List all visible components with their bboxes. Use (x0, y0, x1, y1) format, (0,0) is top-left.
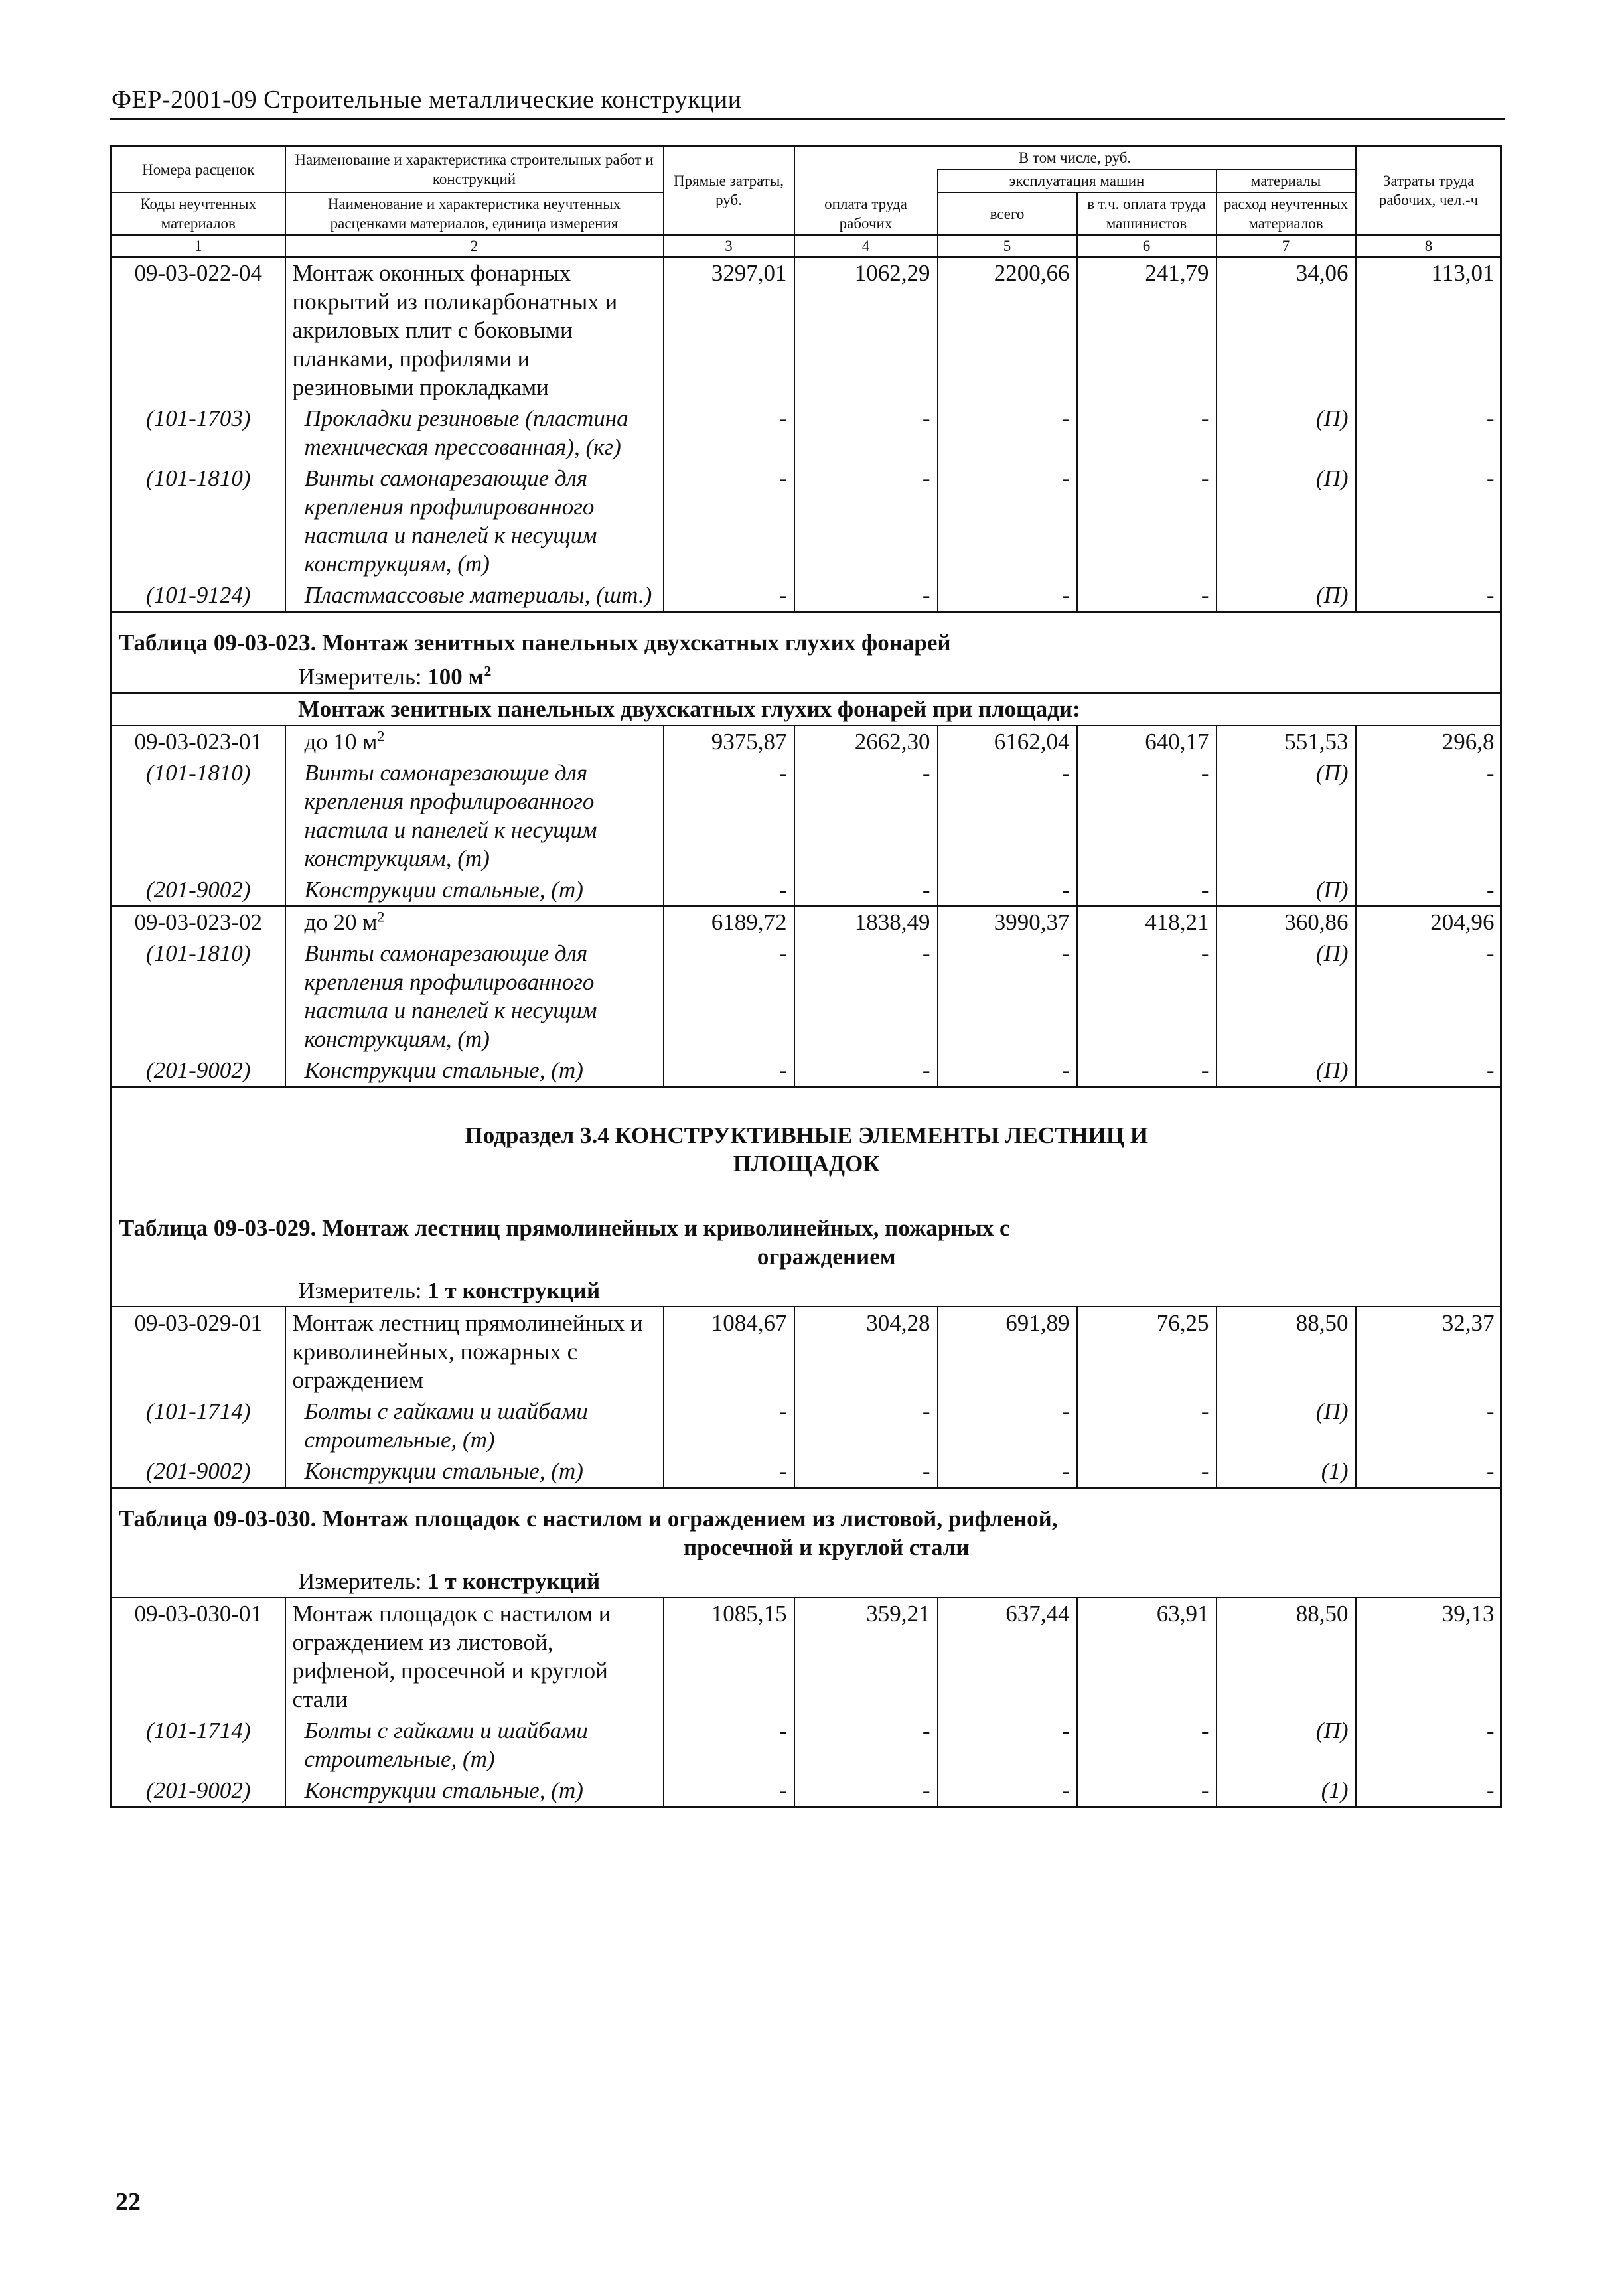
rate-row (111, 906, 1501, 938)
machines-total-value: - (938, 403, 1077, 463)
direct-costs-value: - (664, 463, 794, 579)
machinist-pay-value: - (1077, 874, 1217, 906)
direct-costs-value: 3297,01 (664, 257, 794, 403)
materials-value: (1) (1217, 1455, 1356, 1488)
machines-total-value: - (938, 579, 1077, 612)
column-numbers-row (111, 236, 1501, 258)
material-name: Конструкции стальные, (т) (285, 1775, 664, 1807)
rate-name: Монтаж площадок с настилом и ограждением из листовой, рифленой, просечной и круглой стали (285, 1597, 664, 1715)
table-023-title: Таблица 09-03-023. Монтаж зенитных панельных двухскатных глухих фонарей (111, 612, 1501, 662)
machines-total-value: - (938, 1455, 1077, 1488)
machinist-pay-value: 418,21 (1077, 906, 1217, 938)
section-heading-row (111, 1087, 1501, 1199)
direct-costs-value: 1084,67 (664, 1307, 794, 1396)
materials-value: 88,50 (1217, 1597, 1356, 1715)
material-row (111, 1715, 1501, 1775)
labor-pay-value: 1838,49 (794, 906, 938, 938)
labor-cost-value: - (1356, 874, 1501, 906)
labor-pay-value: 304,28 (794, 1307, 938, 1396)
header-including: В том числе, руб. (794, 146, 1356, 170)
labor-cost-value: - (1356, 1455, 1501, 1488)
material-row (111, 938, 1501, 1055)
material-name: Конструкции стальные, (т) (285, 1455, 664, 1488)
col-number: 8 (1356, 236, 1501, 258)
rate-name: до 20 $м^2$ (285, 906, 664, 938)
materials-value: 88,50 (1217, 1307, 1356, 1396)
col-number: 4 (794, 236, 938, 258)
direct-costs-value: - (664, 874, 794, 906)
measure-unit (111, 1275, 1501, 1307)
material-code: (201-9002) (146, 1057, 251, 1083)
material-code: (201-9002) (146, 877, 251, 903)
material-name: Болты с гайками и шайбами строительные, (т) (285, 1396, 664, 1455)
header-labor-pay: оплата труда рабочих (794, 192, 938, 236)
materials-value: (П) (1217, 1055, 1356, 1087)
material-code: (101-1810) (146, 760, 251, 786)
header-machinist-pay: в т.ч. оплата труда машинистов (1077, 192, 1217, 236)
measure-value: 1 т конструкций (427, 1278, 601, 1303)
labor-pay-value: 359,21 (794, 1597, 938, 1715)
header-name-materials: Наименование и характеристика неучтенных расценками материалов, единица измерения (285, 192, 664, 236)
table-heading-row (111, 1488, 1501, 1566)
measure-label: Измеритель: (298, 664, 422, 690)
labor-cost-value: - (1356, 757, 1501, 874)
material-code: (101-1810) (146, 465, 251, 491)
measure-unit (111, 661, 1501, 693)
machinist-pay-value: - (1077, 757, 1217, 874)
measure-row (111, 1275, 1501, 1307)
materials-value: 360,86 (1217, 906, 1356, 938)
measure-label: Измеритель: (298, 1278, 422, 1303)
machines-total-value: - (938, 938, 1077, 1055)
materials-value: (1) (1217, 1775, 1356, 1807)
labor-cost-value: - (1356, 1396, 1501, 1455)
machines-total-value: - (938, 463, 1077, 579)
section-heading-line1: Подраздел 3.4 КОНСТРУКТИВНЫЕ ЭЛЕМЕНТЫ ЛЕСТНИЦ И (465, 1122, 1148, 1148)
document-title: ФЕР-2001-09 Строительные металлические конструкции (111, 86, 742, 113)
labor-pay-value: - (794, 757, 938, 874)
direct-costs-value: - (664, 1455, 794, 1488)
machines-total-value: 691,89 (938, 1307, 1077, 1396)
material-name: Конструкции стальные, (т) (285, 874, 664, 906)
direct-costs-value: - (664, 1396, 794, 1455)
material-name: Винты самонарезающие для крепления профилированного настила и панелей к несущим конструкциям, (т) (285, 757, 664, 874)
labor-cost-value: - (1356, 938, 1501, 1055)
machines-total-value: 2200,66 (938, 257, 1077, 403)
machinist-pay-value: - (1077, 403, 1217, 463)
rate-name: Монтаж оконных фонарных покрытий из поликарбонатных и акриловых плит с боковыми планками, профилями и резиновыми прокладками (285, 257, 664, 403)
materials-value: (П) (1217, 1396, 1356, 1455)
rate-code: 09-03-022-04 (134, 260, 262, 286)
header-name-works: Наименование и характеристика строительных работ и конструкций (285, 146, 664, 193)
labor-cost-value: 296,8 (1356, 725, 1501, 757)
material-row (111, 1455, 1501, 1488)
labor-cost-value: 113,01 (1356, 257, 1501, 403)
labor-pay-value: - (794, 938, 938, 1055)
material-code: (101-1703) (146, 406, 251, 431)
direct-costs-value: - (664, 938, 794, 1055)
measure-label: Измеритель: (298, 1568, 422, 1594)
measure-row (111, 661, 1501, 693)
materials-value: (П) (1217, 938, 1356, 1055)
subheading-row (111, 693, 1501, 725)
table-023-subheading: Монтаж зенитных панельных двухскатных глухих фонарей при площади: (111, 693, 1501, 725)
direct-costs-value: 1085,15 (664, 1597, 794, 1715)
materials-value: (П) (1217, 757, 1356, 874)
materials-value: (П) (1217, 463, 1356, 579)
rate-row (111, 257, 1501, 403)
machines-total-value: - (938, 1396, 1077, 1455)
header-codes: Коды неучтенных материалов (111, 192, 285, 236)
material-row (111, 1396, 1501, 1455)
labor-cost-value: - (1356, 403, 1501, 463)
material-name: Конструкции стальные, (т) (285, 1055, 664, 1087)
materials-value: (П) (1217, 403, 1356, 463)
rate-code: 09-03-029-01 (111, 1307, 285, 1396)
material-code: (101-9124) (146, 582, 251, 608)
direct-costs-value: - (664, 403, 794, 463)
material-row (111, 757, 1501, 874)
machines-total-value: 6162,04 (938, 725, 1077, 757)
machines-total-value: 637,44 (938, 1597, 1077, 1715)
material-row (111, 1775, 1501, 1807)
materials-value: (П) (1217, 579, 1356, 612)
labor-pay-value: 1062,29 (794, 257, 938, 403)
col-number: 1 (111, 236, 285, 258)
col-number: 5 (938, 236, 1077, 258)
header-labor-cost: Затраты труда рабочих, чел.-ч (1356, 146, 1501, 236)
material-name: Винты самонарезающие для крепления профилированного настила и панелей к несущим конструкциям, (т) (285, 463, 664, 579)
machinist-pay-value: 640,17 (1077, 725, 1217, 757)
labor-pay-value: - (794, 1396, 938, 1455)
rate-name: до 10 $м^2$ (285, 725, 664, 757)
machinist-pay-value: 76,25 (1077, 1307, 1217, 1396)
header-exploitation: эксплуатация машин (938, 169, 1217, 192)
labor-pay-value: - (794, 579, 938, 612)
header-num-rates: Номера расценок (142, 161, 255, 178)
direct-costs-value: 9375,87 (664, 725, 794, 757)
measure-unit (111, 1566, 1501, 1597)
labor-cost-value: - (1356, 463, 1501, 579)
labor-pay-value: - (794, 403, 938, 463)
materials-value: 34,06 (1217, 257, 1356, 403)
page-number: 22 (115, 2188, 141, 2216)
material-code: (201-9002) (146, 1458, 251, 1484)
materials-value: 551,53 (1217, 725, 1356, 757)
title-underline (110, 118, 1505, 120)
table-heading-row (111, 1198, 1501, 1275)
measure-value: 1 т конструкций (427, 1568, 601, 1594)
labor-cost-value: - (1356, 1055, 1501, 1087)
materials-value: (П) (1217, 874, 1356, 906)
section-heading (111, 1087, 1501, 1199)
labor-pay-value: 2662,30 (794, 725, 938, 757)
labor-cost-value: 39,13 (1356, 1597, 1501, 1715)
machinist-pay-value: - (1077, 579, 1217, 612)
rate-row (111, 1307, 1501, 1396)
material-name: Прокладки резиновые (пластина техническая прессованная), (кг) (285, 403, 664, 463)
material-name: Винты самонарезающие для крепления профилированного настила и панелей к несущим конструкциям, (т) (285, 938, 664, 1055)
labor-pay-value: - (794, 1775, 938, 1807)
measure-row (111, 1566, 1501, 1597)
header-direct-costs: Прямые затраты, руб. (664, 146, 794, 236)
labor-pay-value: - (794, 463, 938, 579)
col-number: 6 (1077, 236, 1217, 258)
measure-superscript: 2 (484, 662, 492, 680)
material-code: (101-1714) (146, 1398, 251, 1424)
material-row (111, 1055, 1501, 1087)
header-row-1 (111, 146, 1501, 170)
rate-row (111, 725, 1501, 757)
col-number: 2 (285, 236, 664, 258)
machinist-pay-value: 63,91 (1077, 1597, 1217, 1715)
machines-total-value: - (938, 1715, 1077, 1775)
rate-name: Монтаж лестниц прямолинейных и криволинейных, пожарных с ограждением (285, 1307, 664, 1396)
rates-table (110, 145, 1502, 1808)
header-total: всего (938, 192, 1077, 236)
material-row (111, 874, 1501, 906)
labor-pay-value: - (794, 1455, 938, 1488)
machinist-pay-value: - (1077, 1775, 1217, 1807)
machines-total-value: - (938, 757, 1077, 874)
table-029-title: Таблица 09-03-029. Монтаж лестниц прямолинейных и криволинейных, пожарных с ограждением (119, 1215, 1010, 1270)
col-number: 7 (1217, 236, 1356, 258)
material-code: (101-1714) (146, 1718, 251, 1743)
direct-costs-value: - (664, 1055, 794, 1087)
table-heading-row (111, 612, 1501, 662)
direct-costs-value: - (664, 757, 794, 874)
material-code: (201-9002) (146, 1777, 251, 1803)
machines-total-value: 3990,37 (938, 906, 1077, 938)
col-number: 3 (664, 236, 794, 258)
labor-cost-value: 32,37 (1356, 1307, 1501, 1396)
labor-pay-value: - (794, 1715, 938, 1775)
machinist-pay-value: - (1077, 1715, 1217, 1775)
rate-row (111, 1597, 1501, 1715)
materials-value: (П) (1217, 1715, 1356, 1775)
material-code: (101-1810) (146, 940, 251, 966)
machines-total-value: - (938, 1775, 1077, 1807)
header-materials: материалы (1217, 169, 1356, 192)
material-row (111, 579, 1501, 612)
labor-pay-value: - (794, 1055, 938, 1087)
direct-costs-value: - (664, 1715, 794, 1775)
labor-cost-value: - (1356, 1715, 1501, 1775)
direct-costs-value: 6189,72 (664, 906, 794, 938)
table-030-title: Таблица 09-03-030. Монтаж площадок с настилом и ограждением из листовой, рифленой, просечной и круглой стали (111, 1488, 1501, 1566)
machinist-pay-value: - (1077, 1055, 1217, 1087)
labor-cost-value: 204,96 (1356, 906, 1501, 938)
material-name: Болты с гайками и шайбами строительные, (т) (285, 1715, 664, 1775)
section-heading-line2: ПЛОЩАДОК (733, 1151, 880, 1177)
material-row (111, 463, 1501, 579)
labor-cost-value: - (1356, 579, 1501, 612)
machines-total-value: - (938, 874, 1077, 906)
rate-code: 09-03-023-01 (111, 725, 285, 757)
rate-code: 09-03-023-02 (111, 906, 285, 938)
machinist-pay-value: - (1077, 1396, 1217, 1455)
material-row (111, 403, 1501, 463)
rate-code: 09-03-030-01 (111, 1597, 285, 1715)
direct-costs-value: - (664, 579, 794, 612)
machines-total-value: - (938, 1055, 1077, 1087)
measure-value: 100 м (427, 664, 484, 690)
header-consumption: расход неучтенных материалов (1217, 192, 1356, 236)
machinist-pay-value: - (1077, 463, 1217, 579)
machinist-pay-value: - (1077, 938, 1217, 1055)
machinist-pay-value: - (1077, 1455, 1217, 1488)
labor-pay-value: - (794, 874, 938, 906)
machinist-pay-value: 241,79 (1077, 257, 1217, 403)
labor-cost-value: - (1356, 1775, 1501, 1807)
direct-costs-value: - (664, 1775, 794, 1807)
material-name: Пластмассовые материалы, (шт.) (285, 579, 664, 612)
